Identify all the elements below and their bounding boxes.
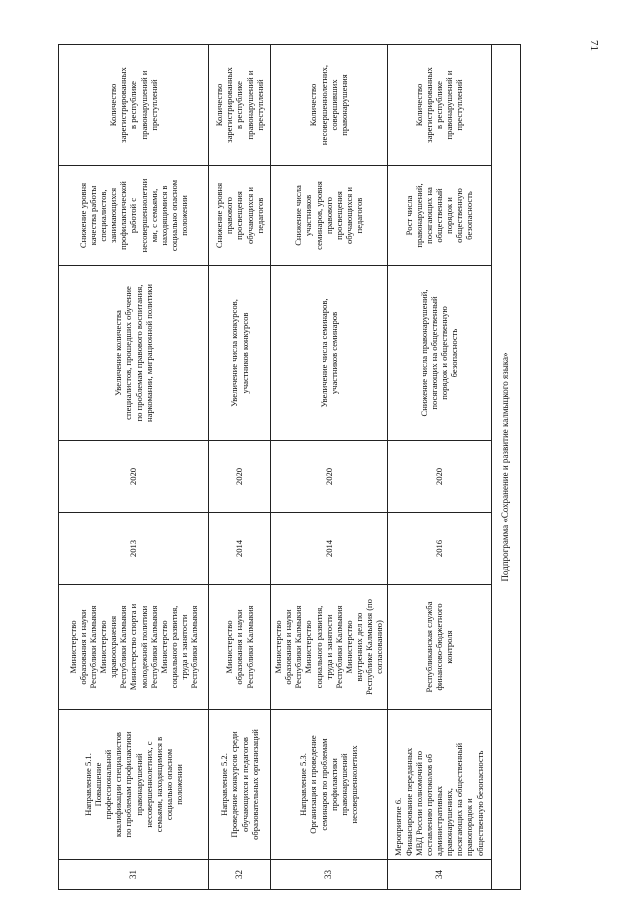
executor: Министерство образования и науки Республики Калмыкия xyxy=(209,585,271,710)
start-year: 2014 xyxy=(209,513,271,585)
measure-name: Мероприятие 6. Финансирование переданных МВД России полномочий по составлению протоколов об административных правонарушениях, посягающих на общественный правопорядок и общественную безопасность xyxy=(387,710,491,860)
measure-name: Направление 5.3. Организация и проведение семинаров по проблемам профилактики правонарушений несовершеннолетних xyxy=(271,710,388,860)
page-number: 71 xyxy=(588,40,600,51)
table-row xyxy=(271,45,388,890)
end-year: 2020 xyxy=(387,441,491,513)
measure-name: Направление 5.1. Повышение профессиональной квалификации специалистов по проблемам профилактики правонарушений несовершеннолетних, с семьями, находящимися в социально опасном положении xyxy=(59,710,209,860)
row-number: 33 xyxy=(271,860,388,890)
rotated-table-page xyxy=(58,45,598,890)
row-number: 31 xyxy=(59,860,209,890)
row-number: 34 xyxy=(387,860,491,890)
end-year: 2020 xyxy=(209,441,271,513)
consequences: Рост числа правонарушений, посягающих на общественный порядок и общественную безопасность xyxy=(387,166,491,266)
consequences: Снижение уровня правового просвещения обучающихся и педагогов xyxy=(209,166,271,266)
consequences: Снижение числа участников семинаров, уровня правового просвещения обучающихся и педагогов xyxy=(271,166,388,266)
executor: Республиканская служба финансово-бюджетного контроля xyxy=(387,585,491,710)
start-year: 2014 xyxy=(271,513,388,585)
table-row xyxy=(209,45,271,890)
expected-result: Снижение числа правонарушений, посягающих на общественный порядок и общественную безопасность xyxy=(387,266,491,441)
table-row xyxy=(387,45,491,890)
subprogram-title: Подпрограмма «Сохранение и развитие калмыцкого языка» xyxy=(491,45,520,890)
expected-result: Увеличение количества специалистов, прошедших обучение по проблемам правового воспитания, наркомании, миграционной политики xyxy=(59,266,209,441)
measures-table xyxy=(58,44,521,890)
indicator: Количество зарегистрированных в республике правонарушений и преступлений xyxy=(59,45,209,166)
table-row xyxy=(59,45,209,890)
indicator: Количество несовершеннолетних, совершивших правонарушения xyxy=(271,45,388,166)
consequences: Снижение уровня качества работы специалистов, занимающихся профилактической работой с несовершеннолетни ми, с семьями, находящимися в социально опасном положении xyxy=(59,166,209,266)
subprogram-row xyxy=(491,45,520,890)
expected-result: Увеличение числа семинаров, участников семинаров xyxy=(271,266,388,441)
indicator: Количество зарегистрированных в республике правонарушений и преступлений xyxy=(387,45,491,166)
measure-name: Направление 5.2. Проведение конкурсов среди обучающихся и педагогов образовательных организаций xyxy=(209,710,271,860)
expected-result: Увеличение числа конкурсов, участников конкурсов xyxy=(209,266,271,441)
executor: Министерство образования и науки Республики Калмыкия Министерство здравоохранения Республики Калмыкия Министерство спорта и молодежной политики Республики Калмыкия Министерство социального развития, труда и занятости Республики Калмыкия xyxy=(59,585,209,710)
start-year: 2013 xyxy=(59,513,209,585)
end-year: 2020 xyxy=(59,441,209,513)
row-number: 32 xyxy=(209,860,271,890)
start-year: 2016 xyxy=(387,513,491,585)
executor: Министерство образования и науки Республики Калмыкия Министерство социального развития, труда и занятости Республики Калмыкия Министерство внутренних дел по Республике Калмыкия (по согласованию) xyxy=(271,585,388,710)
end-year: 2020 xyxy=(271,441,388,513)
indicator: Количество зарегистрированных в республике правонарушений и преступлений xyxy=(209,45,271,166)
